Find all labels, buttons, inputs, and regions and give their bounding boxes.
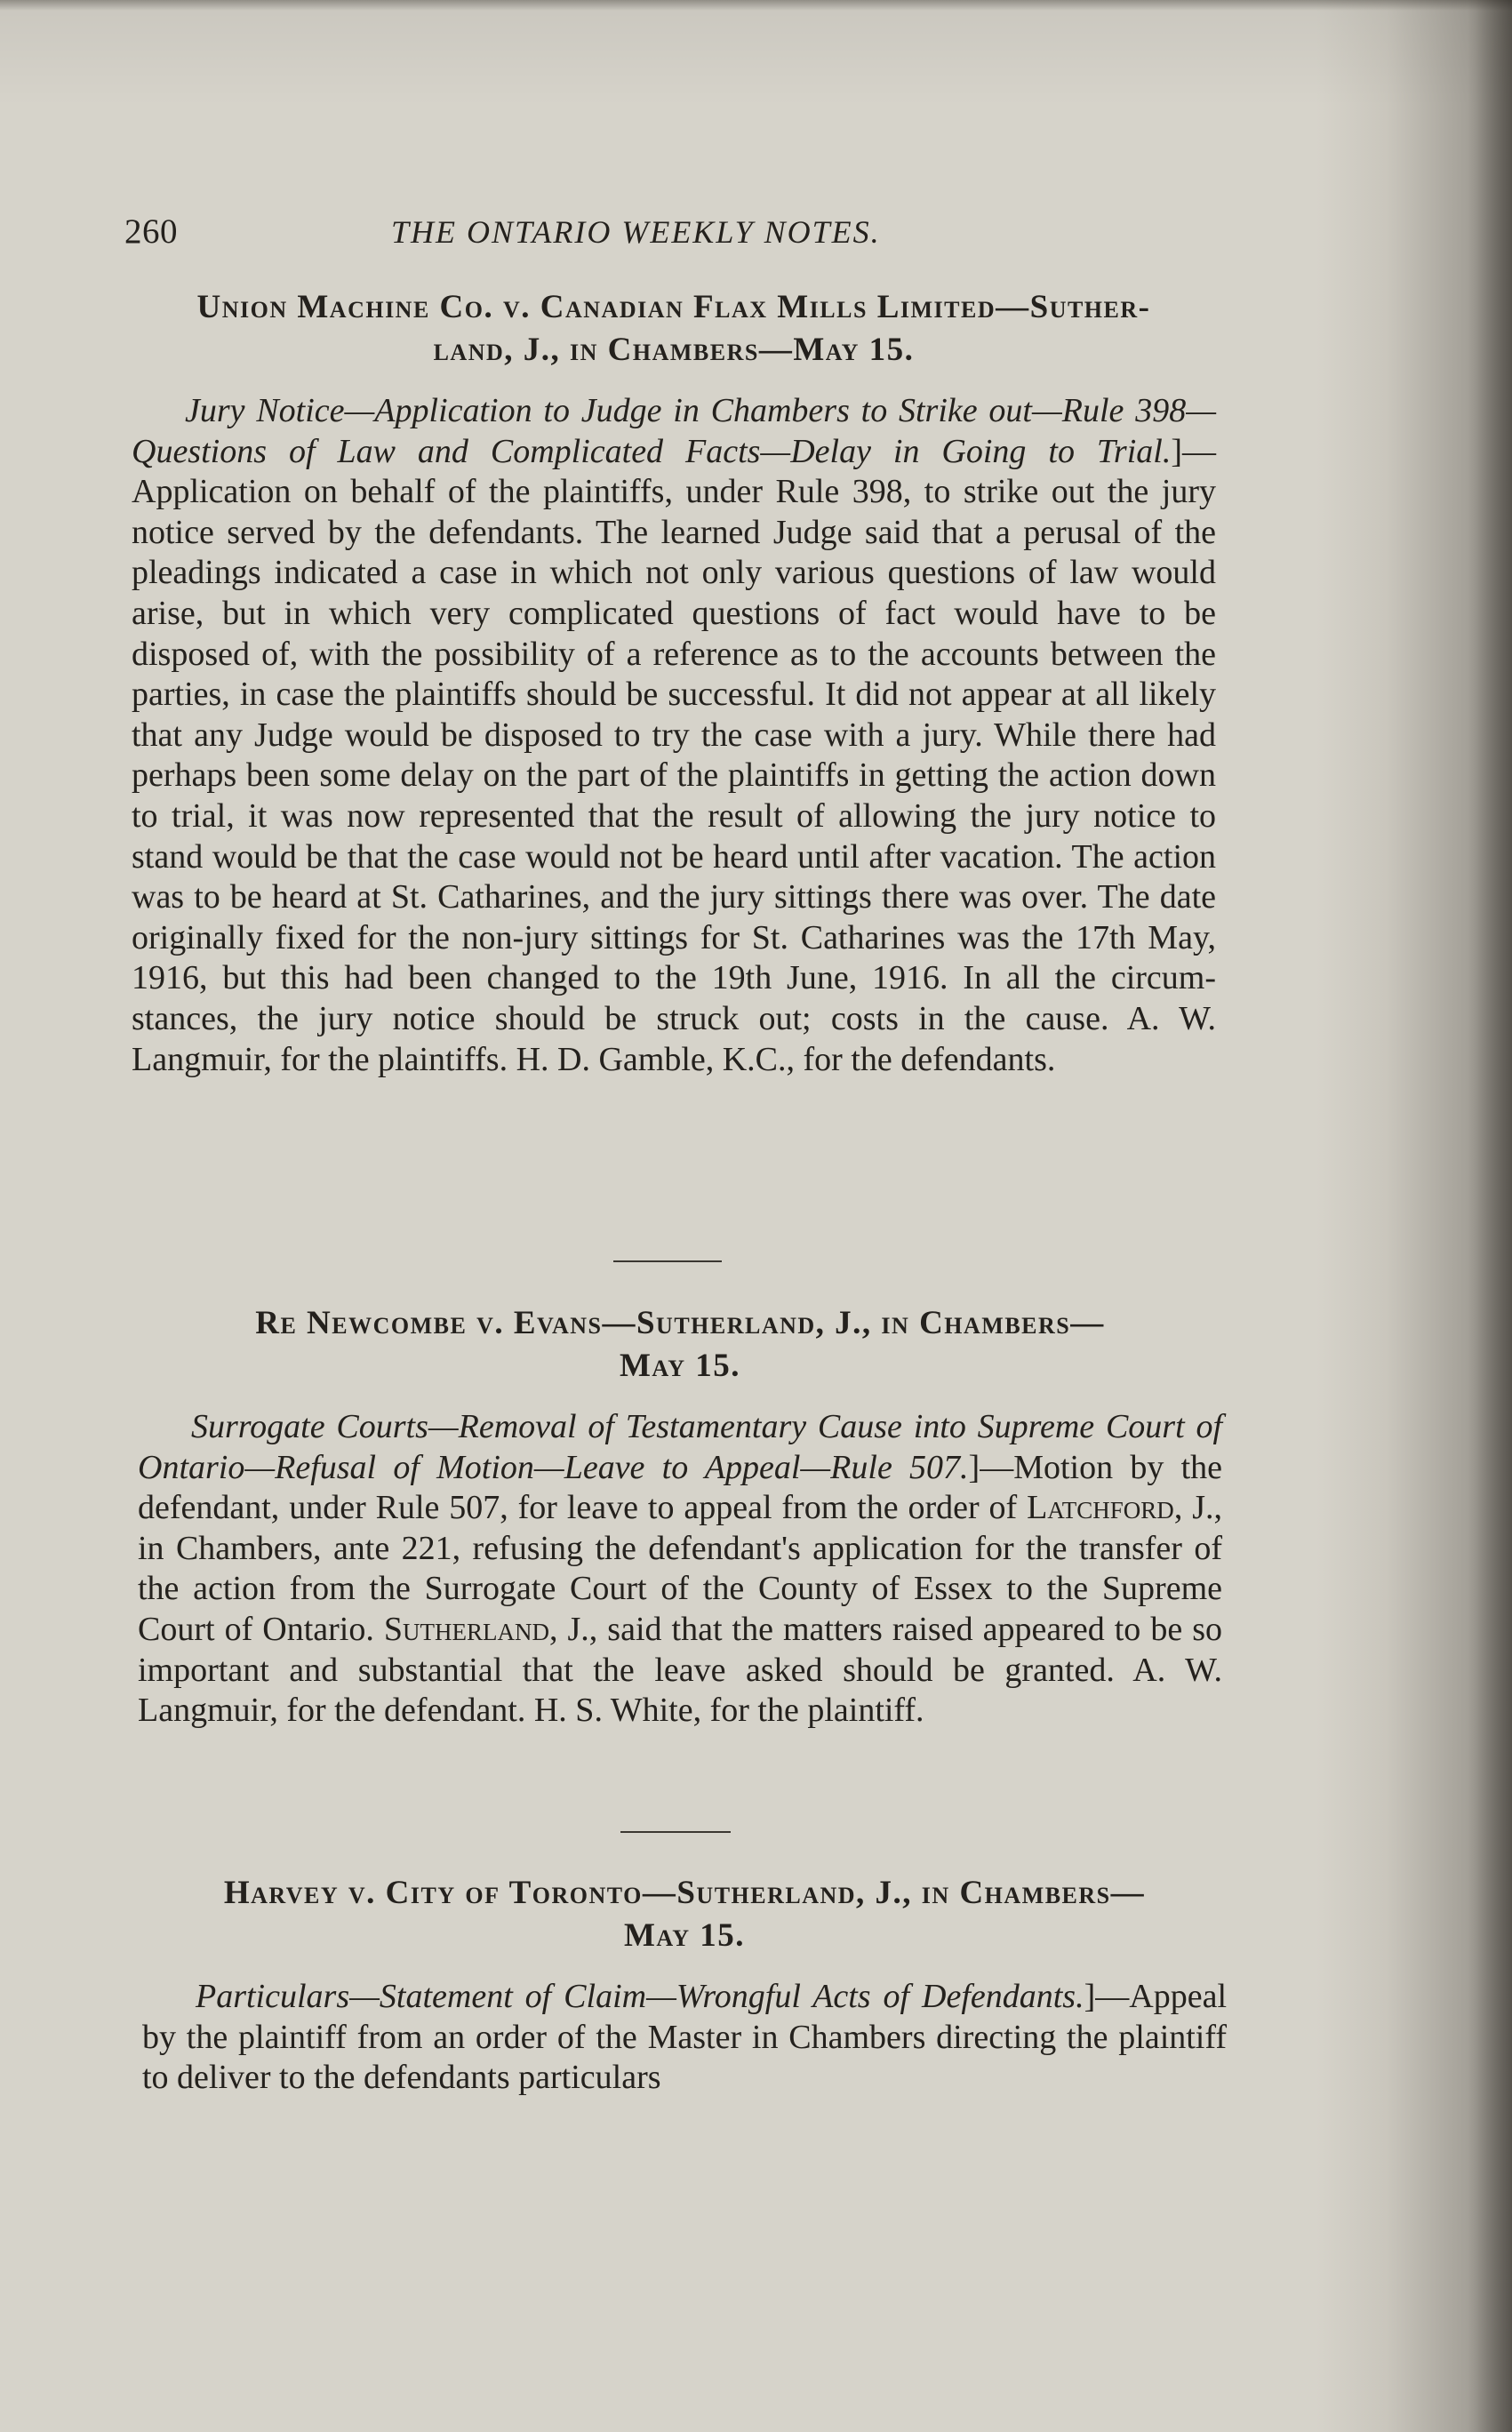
case-text: ]—Application on behalf of the plaintiffs, under Rule 398, to strike out the jury notice served by the defendants. The learned Judge said that a perusal of the pleadings indicated a case in which not only various questions of law would arise, but in which very complicated questions of fact would have to be disposed of, with the possibility of a reference as to the accounts between the parties, in case the plaintiffs should be successful. It did not appear at all likely that any Judge would be disposed to try the case with a jury. While there had perhaps been some delay on the part of the plaintiffs in getting the action down to trial, it was now represented that the result of allowing the jury notice to stand would be that the case would not be heard until after vacation. The action was to be heard at St. Catharines, and the jury sittings there was over. The date originally fixed for the non-jury sittings for St. Catharines was the 17th May, 1916, but this had been changed to the 19th June, 1916. In all the circumstances, the jury notice should be struck out; costs in the cause. A. W. Langmuir, for the plaintiffs. H. D. Gamble, K.C., for the defendants. [132,432,1216,1078]
case-title-line1: Harvey v. City of Toronto—Sutherland, J., in Chambers— [223,1875,1146,1911]
catchwords: Jury Notice—Application to Judge in Chambers to Strike out—Rule 398—Questions of Law and Complicated Facts—Delay in Going to Trial. [132,392,1216,470]
judge-name: Sutherland [383,1610,549,1648]
binding-shadow [1468,0,1512,2432]
case-harvey [142,1872,1227,2099]
case-title [142,1872,1227,1957]
case-title-line1: Union Machine Co. v. Canadian Flax Mills Limited—Suther- [196,289,1151,325]
case-re-newcombe [138,1302,1222,1732]
case-title-line1: Re Newcombe v. Evans—Sutherland, J., in Chambers— [255,1305,1105,1341]
page-top-edge [0,0,1512,11]
case-title [132,286,1216,372]
case-body [138,1407,1222,1732]
page-number: 260 [124,212,178,251]
section-divider [613,1260,722,1262]
case-text-part1: ]—Motion by the defendant, under Rule 507, for leave to appeal from the order of [138,1448,1222,1527]
running-head [124,212,1218,256]
case-union-machine [132,286,1216,1080]
case-title [138,1302,1222,1388]
case-body [142,1977,1227,2099]
case-title-line2: May 15. [623,1917,746,1954]
catchwords: Particulars—Statement of Claim—Wrongful Acts of Defendants. [196,1978,1084,2015]
catchwords: Surrogate Courts—Removal of Testamentary Cause into Supreme Court of Ontario—Refusal of Motion—Leave to Appeal—Rule 507. [138,1408,1222,1486]
case-text-part3: , J., said that the matters raised appeared to be so important and substantial that the leave asked should be granted. A. W. Langmuir, for the defendant. H. S. White, for the plaintiff. [138,1610,1222,1730]
case-title-line2: land, J., in Chambers—May 15. [433,332,915,368]
case-body [132,391,1216,1080]
case-text: ]—Appeal by the plaintiff from an order of the Master in Chambers directing the plaintiff to deliver to the defendants particulars [142,1978,1227,2097]
case-text-part2: , J., in Chambers, ante 221, refusing the defendant's application for the transfer of the action from the Surrogate Court of the County of Essex to the Supreme Court of Ontario. [138,1489,1222,1648]
section-divider [620,1831,731,1833]
judge-name: Latchford [1027,1489,1174,1527]
journal-title: THE ONTARIO WEEKLY NOTES. [391,214,881,250]
case-title-line2: May 15. [619,1348,741,1384]
